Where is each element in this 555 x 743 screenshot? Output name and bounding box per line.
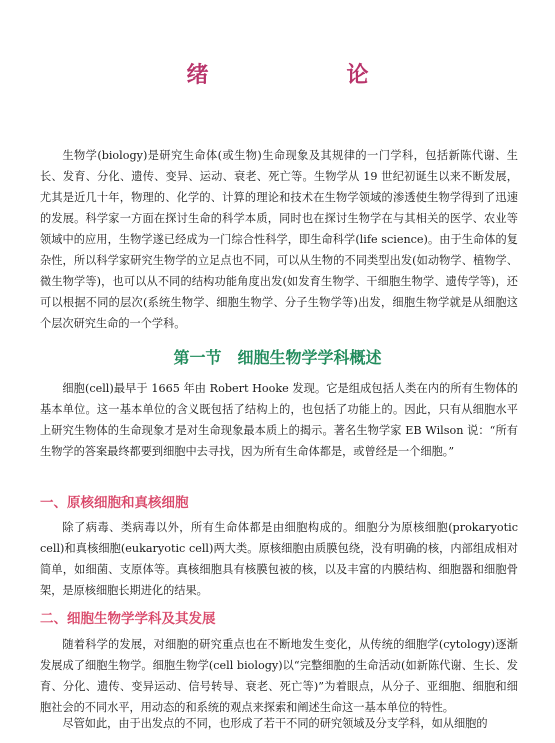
cell-paragraph: 细胞(cell)最早于 1665 年由 Robert Hooke 发现。它是组成包括人类在内的所有生物体的基本单位。这一基本单位的含义既包括了结构上的，也包括了功能上的。因此，只有从细胞水平上研究生物体的生命现象才是对生命现象最本质上的揭示。著名生物学家 EB Wilson 说：“所有生物学的答案最终都要到细胞中去寻找，因为所有生命体都是，或曾经是一个细胞。”	[40, 382, 518, 458]
section-title: 第一节 细胞生物学学科概述	[173, 348, 382, 367]
intro-paragraph: 生物学(biology)是研究生命体(或生物)生命现象及其规律的一门学科，包括新陈代谢、生长、发育、分化、遗传、变异、运动、衰老、死亡等。生物学从 19 世纪初诞生以来不断发展，尤其是近几十年，物理的、化学的、计算的理论和技术在生物学领域的渗透使生物学得到了迅速的发展。科学家一方面在探讨生命的科学本质，同时也在探讨生物学在与其相关的医学、农业等领域中的应用，生物学遂已经成为一门综合性科学，即生命科学(life science)。由于生命体的复杂性，所以科学家研究生物学的立足点也不同，可以从生物的不同类型出发(如动物学、植物学、微生物学等)，也可以从不同的结构功能角度出发(如发育生物学、干细胞生物学、遗传学等)，还可以根据不同的层次(系统生物学、细胞生物学、分子生物学等)出发，细胞生物学就是从细胞这个层次研究生命的一个学科。	[40, 149, 518, 330]
development-paragraph: 随着科学的发展，对细胞的研究重点也在不断地发生变化，从传统的细胞学(cytology)逐渐发展成了细胞生物学。细胞生物学(cell biology)以“完整细胞的生命活动(如新陈代谢、生长、发育、分化、遗传、变异运动、信号转导、衰老、死亡等)”为着眼点，从分子、亚细胞、细胞和细胞社会的不同水平，用动态的和系统的观点来探索和阐述生命这一基本单位的特性。	[40, 638, 518, 714]
continuation-paragraph: 尽管如此，由于出发点的不同，也形成了若干不同的研究领域及分支学科，如从细胞的	[62, 717, 488, 730]
chapter-title: 绪 论	[186, 62, 427, 88]
subheading-prokaryotic-eukaryotic: 一、原核细胞和真核细胞	[40, 495, 189, 511]
subheading-cell-biology-development: 二、细胞生物学学科及其发展	[40, 611, 216, 627]
prokaryotic-paragraph: 除了病毒、类病毒以外，所有生命体都是由细胞构成的。细胞分为原核细胞(prokaryotic cell)和真核细胞(eukaryotic cell)两大类。原核细胞由质膜包绕，没有明确的核，内部组成相对简单，如细菌、支原体等。真核细胞具有核膜包被的核，以及丰富的内膜结构、细胞器和细胞骨架，是原核细胞长期进化的结果。	[40, 521, 518, 597]
